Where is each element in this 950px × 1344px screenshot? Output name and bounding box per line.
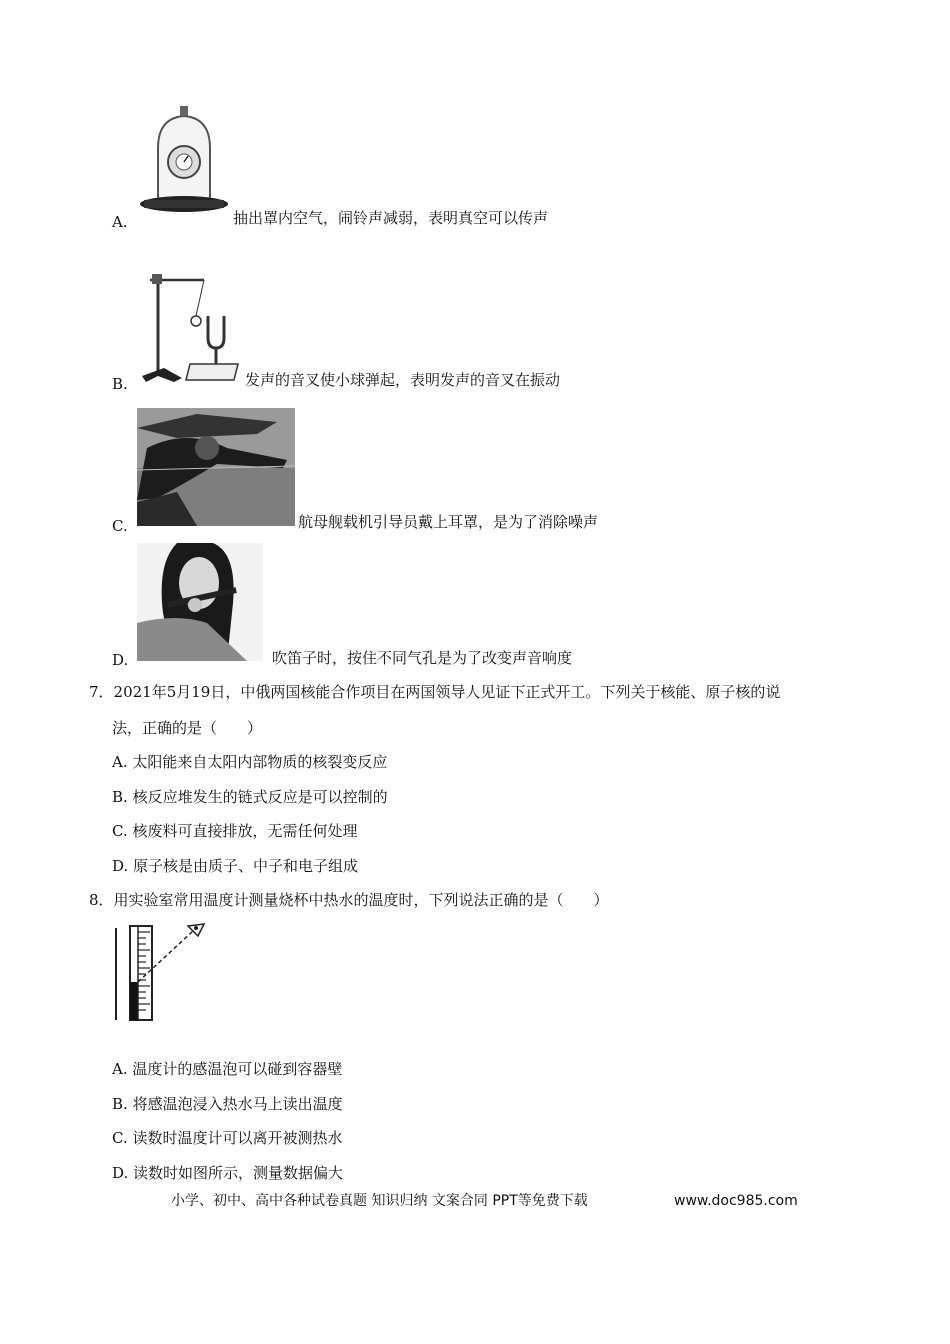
- q7-option-b-letter: B.: [112, 788, 128, 806]
- q6-option-b-letter: B.: [112, 375, 128, 393]
- tuning-fork-icon: [138, 264, 242, 388]
- q8-option-b-text: 将感温泡浸入热水马上读出温度: [132, 1095, 343, 1113]
- q8-option-a: [112, 1059, 342, 1079]
- flute-player-photo: [137, 543, 263, 661]
- q7-option-a-letter: A.: [112, 753, 128, 771]
- q8-option-d-letter: D.: [112, 1164, 129, 1182]
- thermometer-reading-icon: [108, 920, 212, 1024]
- q6-option-c-text: 航母舰载机引导员戴上耳罩，是为了消除噪声: [298, 513, 599, 531]
- q7-option-c-letter: C.: [112, 822, 128, 840]
- q8-option-a-letter: A.: [112, 1060, 128, 1078]
- q7-option-d-letter: D.: [112, 857, 129, 875]
- q8-option-d-text: 读数时如图所示，测量数据偏大: [133, 1164, 344, 1182]
- q7-stem-line1: 7．2021年5月19日，中俄两国核能合作项目在两国领导人见证下正式开工。下列关于核能、原子核的说: [89, 683, 781, 701]
- q6-option-d-letter: D.: [112, 651, 129, 669]
- q8-option-b-letter: B.: [112, 1095, 128, 1113]
- q8-option-c-letter: C.: [112, 1129, 128, 1147]
- q6-option-c-letter: C.: [112, 517, 128, 535]
- bell-jar-icon: [138, 100, 230, 220]
- q8-option-b: [112, 1094, 343, 1114]
- q8-option-a-text: 温度计的感温泡可以碰到容器壁: [132, 1060, 343, 1078]
- q7-option-a: [112, 752, 387, 772]
- footer-site-link[interactable]: www.doc985.com: [674, 1193, 798, 1209]
- q7-option-a-text: 太阳能来自太阳内部物质的核裂变反应: [132, 753, 388, 771]
- q7-stem-line2: 法，正确的是（ ）: [112, 719, 263, 737]
- q7-option-c: [112, 821, 358, 841]
- q6-option-b-text: 发声的音叉使小球弹起，表明发声的音叉在振动: [245, 371, 561, 389]
- q7-option-d-text: 原子核是由质子、中子和电子组成: [133, 857, 359, 875]
- q8-option-d: [112, 1163, 343, 1183]
- q7-option-b-text: 核反应堆发生的链式反应是可以控制的: [132, 788, 388, 806]
- q6-option-a-letter: A.: [112, 213, 128, 231]
- q8-option-c-text: 读数时温度计可以离开被测热水: [132, 1129, 343, 1147]
- q8-stem: 8．用实验室常用温度计测量烧杯中热水的温度时，下列说法正确的是（ ）: [89, 891, 609, 909]
- q7-option-c-text: 核废料可直接排放，无需任何处理: [132, 822, 358, 840]
- q8-option-c: [112, 1128, 343, 1148]
- q6-option-d-text: 吹笛子时，按住不同气孔是为了改变声音响度: [272, 649, 573, 667]
- q6-option-a-text: 抽出罩内空气，闹铃声减弱，表明真空可以传声: [233, 209, 549, 227]
- q7-option-d: [112, 856, 358, 876]
- q7-option-b: [112, 787, 388, 807]
- footer-text: 小学、初中、高中各种试卷真题 知识归纳 文案合同 PPT等免费下载: [171, 1193, 588, 1209]
- deck-crew-photo: [137, 408, 295, 526]
